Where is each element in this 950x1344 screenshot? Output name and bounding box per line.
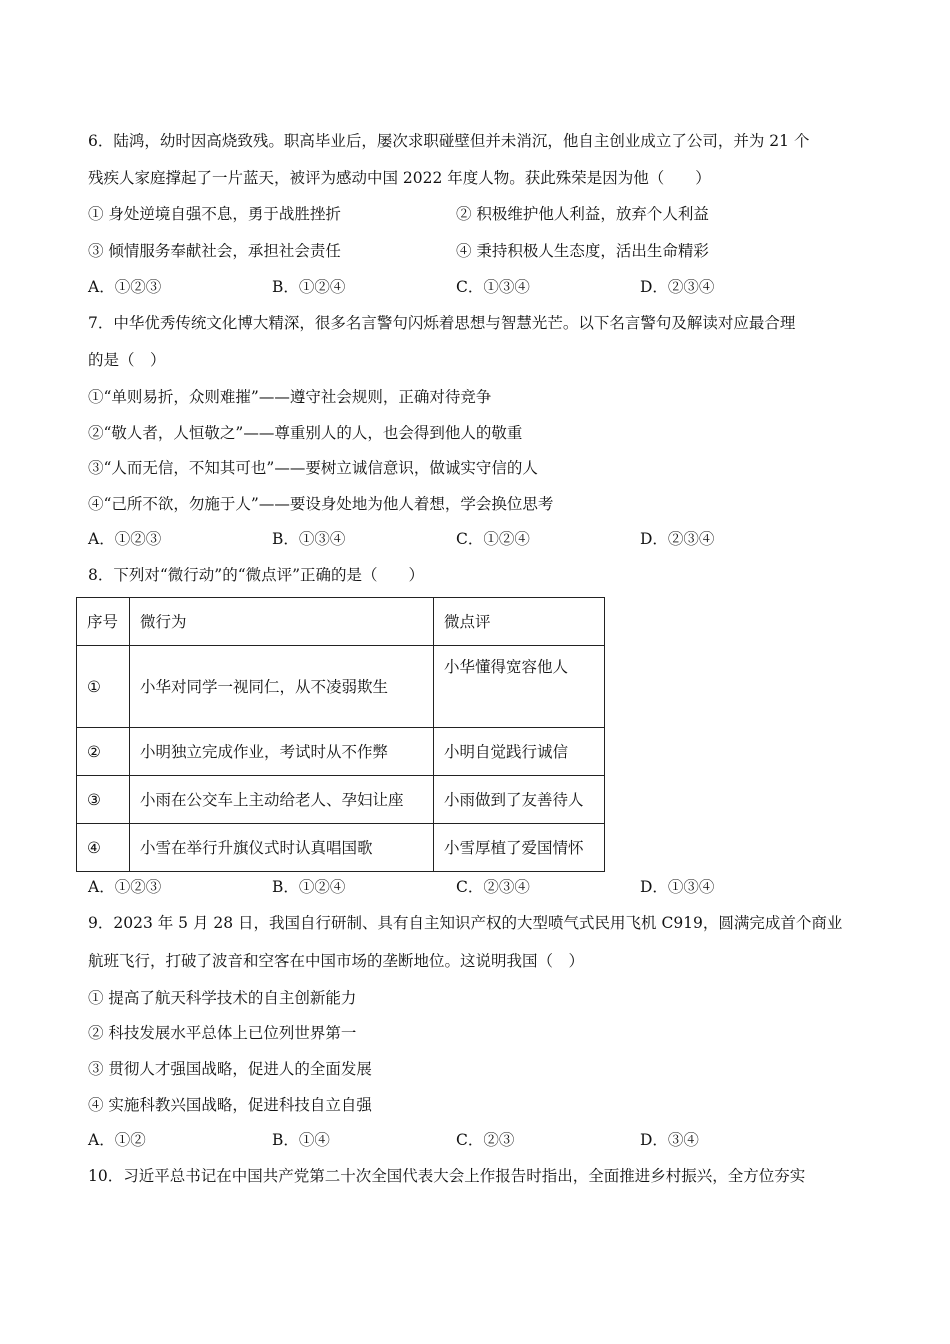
q9-option-a[interactable]: A．①②	[88, 1131, 146, 1149]
q8-options	[88, 876, 868, 898]
q7-statement-1: ①“单则易折，众则难摧”——遵守社会规则，正确对待竞争	[88, 388, 492, 406]
q6-statement-2: ② 积极维护他人利益，放弃个人利益	[456, 205, 709, 223]
q8-option-b[interactable]: B．①②④	[272, 878, 346, 896]
q6-statement-4: ④ 秉持积极人生态度，活出生命精彩	[456, 242, 709, 260]
q7-option-a[interactable]: A．①②③	[88, 530, 162, 548]
q6-option-a[interactable]: A．①②③	[88, 278, 162, 296]
q7-option-c[interactable]: C．①②④	[456, 530, 530, 548]
table-cell-behavior: 小雪在举行升旗仪式时认真唱国歌	[130, 824, 434, 872]
q6-option-c[interactable]: C．①③④	[456, 278, 530, 296]
q8-stem-line1: 8．下列对“微行动”的“微点评”正确的是（ ）	[88, 566, 425, 584]
table-header-cell: 序号	[77, 598, 130, 646]
table-header-cell: 微行为	[130, 598, 434, 646]
table-cell-behavior: 小明独立完成作业，考试时从不作弊	[130, 728, 434, 776]
table-cell-comment: 小华懂得宽容他人	[434, 646, 605, 728]
q8-option-c[interactable]: C．②③④	[456, 878, 530, 896]
table-cell-comment: 小雪厚植了爱国情怀	[434, 824, 605, 872]
table-row	[77, 646, 605, 728]
table-cell-index: ④	[77, 824, 130, 872]
table-header-row	[77, 598, 605, 646]
q9-stem-line1: 9．2023 年 5 月 28 日，我国自行研制、具有自主知识产权的大型喷气式民用飞机 C919，圆满完成首个商业	[88, 914, 843, 932]
q8-option-a[interactable]: A．①②③	[88, 878, 162, 896]
table-header-cell: 微点评	[434, 598, 605, 646]
table-cell-index: ①	[77, 646, 130, 728]
table-cell-behavior: 小雨在公交车上主动给老人、孕妇让座	[130, 776, 434, 824]
q9-stem-line2: 航班飞行，打破了波音和空客在中国市场的垄断地位。这说明我国（ ）	[88, 952, 585, 970]
table-cell-index: ②	[77, 728, 130, 776]
q8-table	[76, 597, 605, 872]
table-cell-behavior: 小华对同学一视同仁，从不凌弱欺生	[130, 646, 434, 728]
table-cell-comment: 小明自觉践行诚信	[434, 728, 605, 776]
table-row	[77, 728, 605, 776]
q8-option-d[interactable]: D．①③④	[640, 878, 715, 896]
q6-stem-line1: 6．陆鸿，幼时因高烧致残。职高毕业后，屡次求职碰壁但并未消沉，他自主创业成立了公司，并为 21 个	[88, 132, 810, 150]
q6-statements-row1	[88, 203, 868, 225]
table-cell-comment: 小雨做到了友善待人	[434, 776, 605, 824]
q6-option-b[interactable]: B．①②④	[272, 278, 346, 296]
q6-stem-line2: 残疾人家庭撑起了一片蓝天，被评为感动中国 2022 年度人物。获此殊荣是因为他（ ）	[88, 169, 711, 187]
table-cell-index: ③	[77, 776, 130, 824]
q6-option-d[interactable]: D．②③④	[640, 278, 715, 296]
q7-stem-line2: 的是（ ）	[88, 351, 166, 369]
q7-option-b[interactable]: B．①③④	[272, 530, 346, 548]
table-row	[77, 824, 605, 872]
q9-option-b[interactable]: B．①④	[272, 1131, 330, 1149]
q6-statement-1: ① 身处逆境自强不息，勇于战胜挫折	[88, 205, 341, 223]
q7-statement-4: ④“己所不欲，勿施于人”——要设身处地为他人着想，学会换位思考	[88, 495, 554, 513]
q6-options	[88, 276, 868, 298]
q10-stem-line1: 10．习近平总书记在中国共产党第二十次全国代表大会上作报告时指出，全面推进乡村振兴，全方位夯实	[88, 1167, 806, 1185]
q9-statement-4: ④ 实施科教兴国战略，促进科技自立自强	[88, 1096, 372, 1114]
q9-options	[88, 1129, 868, 1151]
q7-statement-2: ②“敬人者，人恒敬之”——尊重别人的人，也会得到他人的敬重	[88, 424, 523, 442]
table-row	[77, 776, 605, 824]
q7-options	[88, 528, 868, 550]
q7-statement-3: ③“人而无信，不知其可也”——要树立诚信意识，做诚实守信的人	[88, 459, 538, 477]
q6-statement-3: ③ 倾情服务奉献社会，承担社会责任	[88, 242, 341, 260]
q9-option-d[interactable]: D．③④	[640, 1131, 699, 1149]
q9-statement-3: ③ 贯彻人才强国战略，促进人的全面发展	[88, 1060, 372, 1078]
q7-stem-line1: 7．中华优秀传统文化博大精深，很多名言警句闪烁着思想与智慧光芒。以下名言警句及解读对应最合理	[88, 314, 796, 332]
q9-statement-2: ② 科技发展水平总体上已位列世界第一	[88, 1024, 357, 1042]
q9-option-c[interactable]: C．②③	[456, 1131, 515, 1149]
q6-statements-row2	[88, 240, 868, 262]
q9-statement-1: ① 提高了航天科学技术的自主创新能力	[88, 989, 357, 1007]
q7-option-d[interactable]: D．②③④	[640, 530, 715, 548]
